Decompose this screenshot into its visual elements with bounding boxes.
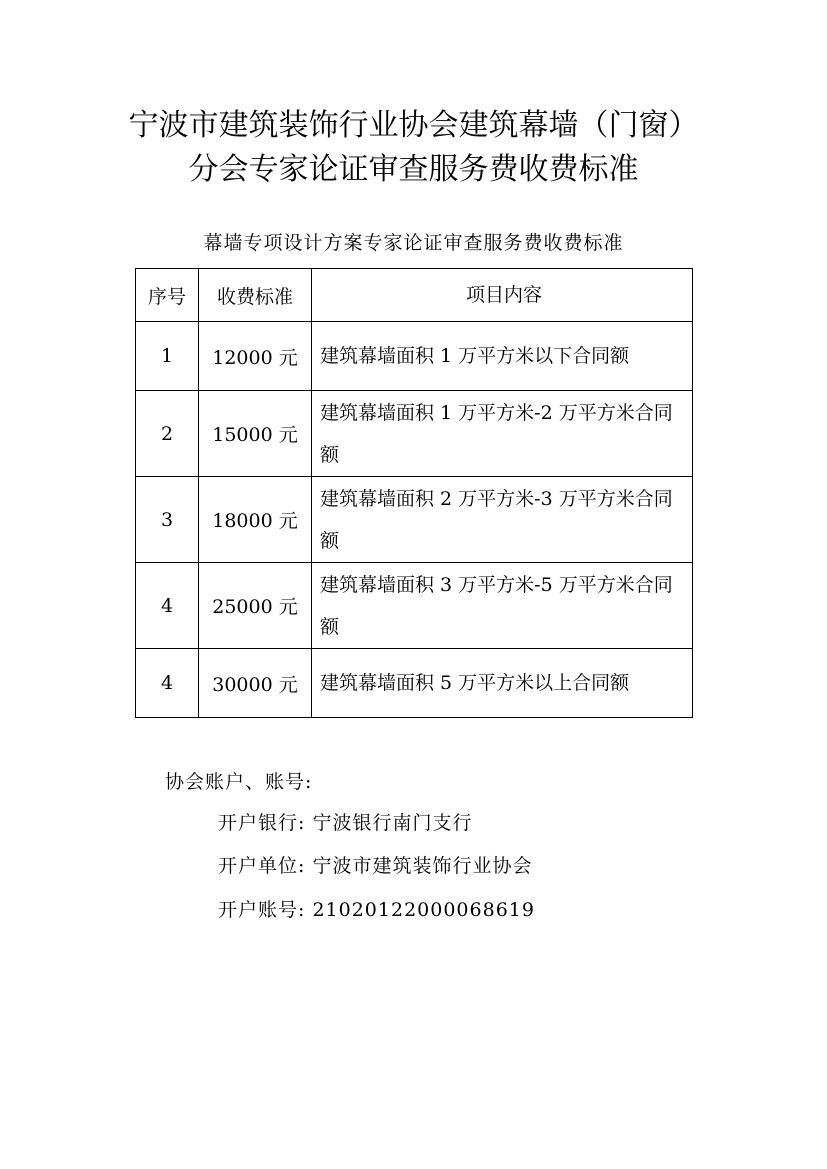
document-title-line-1: 宁波市建筑装饰行业协会建筑幕墙（门窗） xyxy=(128,108,699,143)
row-item: 建筑幕墙面积 5 万平方米以上合同额 xyxy=(312,649,693,718)
table-row xyxy=(136,322,693,391)
number-value: 21020122000068619 xyxy=(312,899,535,921)
bank-label: 开户银行: xyxy=(218,812,306,834)
account-bank-line xyxy=(218,809,472,837)
row-item: 建筑幕墙面积 3 万平方米-5 万平方米合同额 xyxy=(312,563,693,649)
row-fee: 25000 元 xyxy=(199,563,312,649)
row-item: 建筑幕墙面积 1 万平方米以下合同额 xyxy=(312,322,693,391)
table-header-row xyxy=(136,269,693,322)
unit-value: 宁波市建筑装饰行业协会 xyxy=(312,855,533,877)
row-fee: 15000 元 xyxy=(199,391,312,477)
document-title-line-2: 分会专家论证审查服务费收费标准 xyxy=(188,152,639,187)
table-caption: 幕墙专项设计方案专家论证审查服务费收费标准 xyxy=(203,232,624,254)
account-unit-line xyxy=(218,852,532,880)
header-fee: 收费标准 xyxy=(199,269,312,322)
table-row xyxy=(136,477,693,563)
row-fee: 12000 元 xyxy=(199,322,312,391)
row-no: 1 xyxy=(136,322,199,391)
fee-table xyxy=(135,268,693,718)
table-row xyxy=(136,563,693,649)
table-row xyxy=(136,391,693,477)
account-number-line xyxy=(218,896,535,924)
account-heading: 协会账户、账号: xyxy=(165,771,313,793)
row-no: 2 xyxy=(136,391,199,477)
header-no: 序号 xyxy=(136,269,199,322)
row-item: 建筑幕墙面积 2 万平方米-3 万平方米合同额 xyxy=(312,477,693,563)
bank-value: 宁波银行南门支行 xyxy=(312,812,473,834)
number-label: 开户账号: xyxy=(218,899,306,921)
header-item: 项目内容 xyxy=(312,269,693,322)
unit-label: 开户单位: xyxy=(218,855,306,877)
row-no: 4 xyxy=(136,649,199,718)
row-no: 4 xyxy=(136,563,199,649)
row-item: 建筑幕墙面积 1 万平方米-2 万平方米合同额 xyxy=(312,391,693,477)
row-fee: 30000 元 xyxy=(199,649,312,718)
table-row xyxy=(136,649,693,718)
row-no: 3 xyxy=(136,477,199,563)
row-fee: 18000 元 xyxy=(199,477,312,563)
